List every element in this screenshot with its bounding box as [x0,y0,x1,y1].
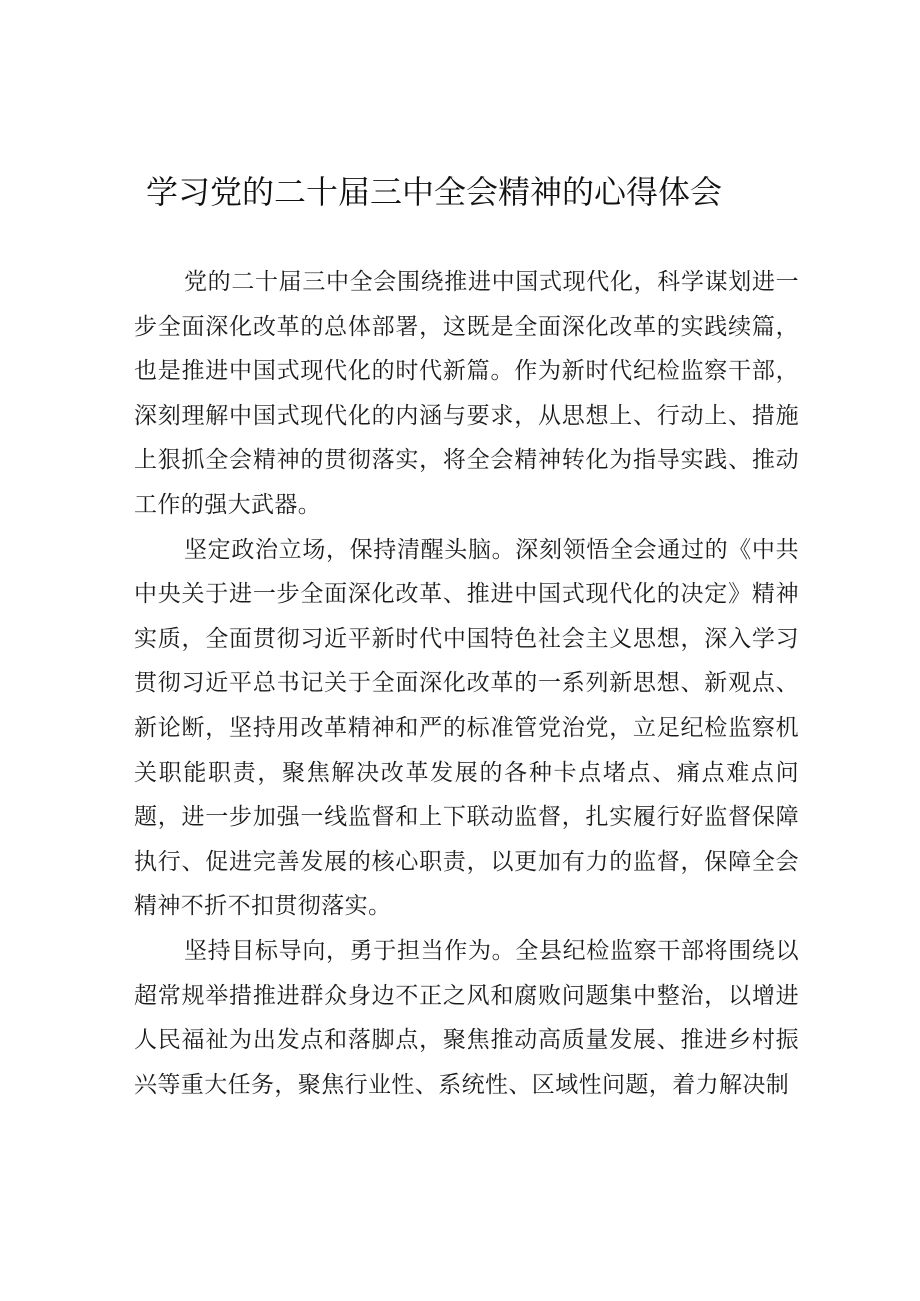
paragraph-3: 坚持目标导向，勇于担当作为。全县纪检监察干部将围绕以超常规举措推进群众身边不正之风和腐败问题集中整治，以增进人民福祉为出发点和落脚点，聚焦推动高质量发展、推进乡村振兴等重大任务，聚焦行业性、系统性、区域性问题，着力解决制 [134,937,799,1098]
document-body [134,260,799,1107]
paragraph-1: 党的二十届三中全会围绕推进中国式现代化，科学谋划进一步全面深化改革的总体部署，这既是全面深化改革的实践续篇，也是推进中国式现代化的时代新篇。作为新时代纪检监察干部，深刻理解中国式现代化的内涵与要求，从思想上、行动上、措施上狠抓全会精神的贯彻落实，将全会精神转化为指导实践、推动工作的强大武器。 [134,269,799,518]
document-title: 学习党的二十届三中全会精神的心得体会 [146,173,723,211]
paragraph-2: 坚定政治立场，保持清醒头脑。深刻领悟全会通过的《中共中央关于进一步全面深化改革、推进中国式现代化的决定》精神实质，全面贯彻习近平新时代中国特色社会主义思想，深入学习贯彻习近平总书记关于全面深化改革的一系列新思想、新观点、新论断，坚持用改革精神和严的标准管党治党，立足纪检监察机关职能职责，聚焦解决改革发展的各种卡点堵点、痛点难点问题，进一步加强一线监督和上下联动监督，扎实履行好监督保障执行、促进完善发展的核心职责，以更加有力的监督，保障全会精神不折不扣贯彻落实。 [134,536,799,920]
